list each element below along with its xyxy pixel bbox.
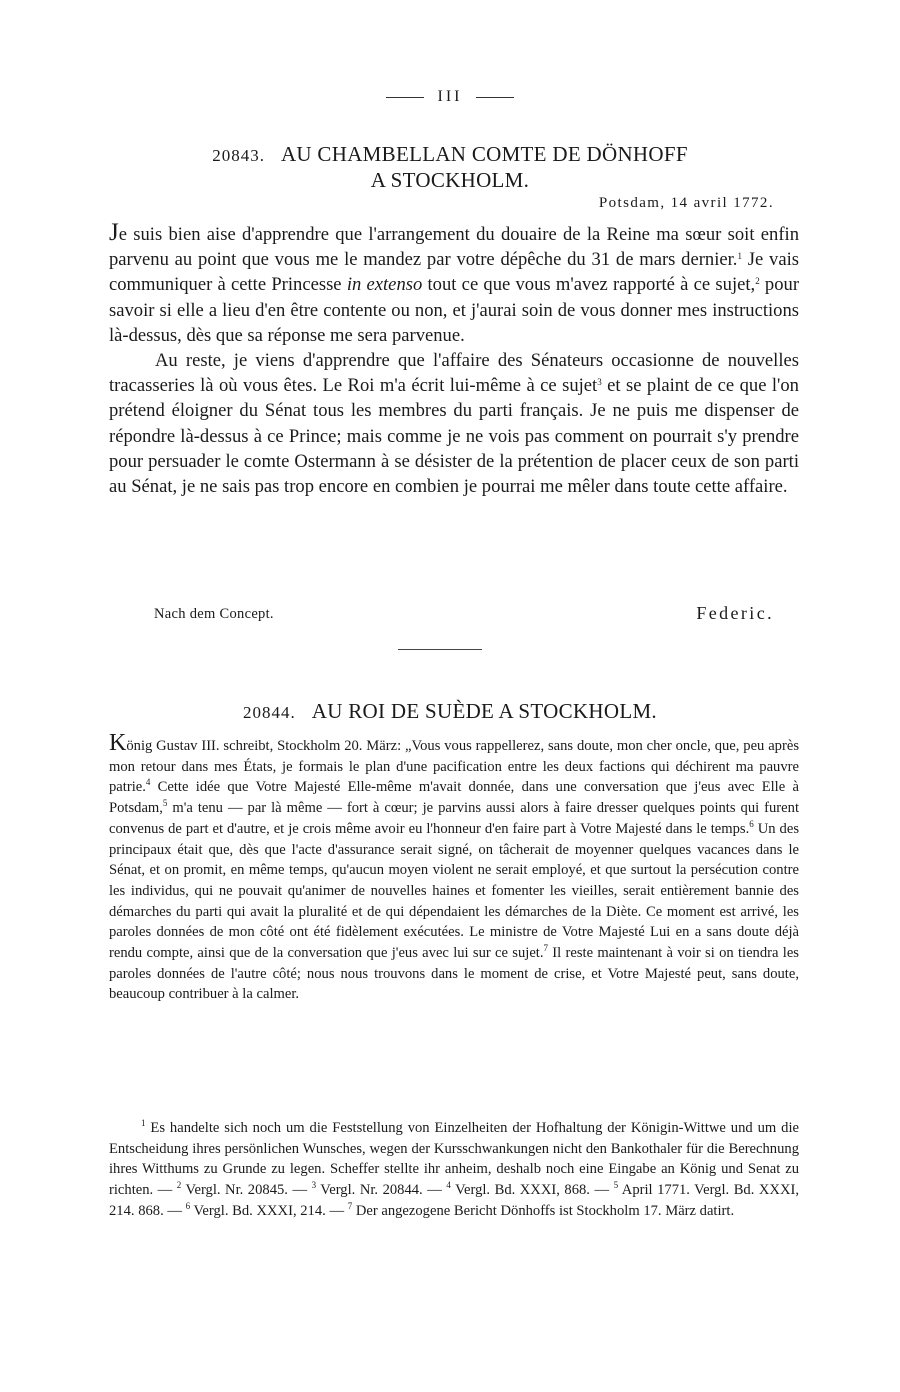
page-number-rule-right bbox=[476, 97, 514, 98]
footnote-ref-4: 4 bbox=[145, 777, 151, 788]
letter1-body bbox=[109, 220, 799, 499]
letter2-text-d: Un des principaux était que, dès que l'acte d'assurance serait signé, on tâcherait de moyenner quelques vacances dans le Sénat, et on promit, en même temps, qu'aucun moyen violent ne serait employé, et que surtout la persécution contre les individus, qui ne pouvait qu'animer de nouvelles haines et fomenter les vieilles, serait entièrement bannie des démarches du parti qui avait la pluralité et de qui dépendaient les démarches de la Diète. Ce moment est arrivé, les paroles données de mon côté ont été fidèlement exécutées. Le ministre de Votre Majesté Lui en a sans doute déjà rendu compte, ainsi que de la conversation que j'eus avec lui sur ce sujet. bbox=[109, 820, 799, 962]
letter1-heading-line1 bbox=[100, 142, 800, 168]
footnote-ref-7: 7 bbox=[543, 943, 548, 954]
letter1-source-note: Nach dem Concept. bbox=[154, 606, 274, 622]
letter1-p2-text-a: Au reste, je viens d'apprendre que l'affaire des Sénateurs occasionne de nouvelles tracasseries là où vous êtes. Le Roi m'a écrit lui-même à ce sujet bbox=[109, 350, 799, 397]
letter1-paragraph-2 bbox=[109, 348, 799, 499]
footnote-mark-3: 3 bbox=[311, 1180, 317, 1191]
letter2-text-c: m'a tenu — par là même — fort à cœur; je parvins aussi alors à faire dresser quelques points qui furent convenus de part et d'autre, et je crois même avoir eu l'honneur d'en faire part à Votre Majesté dans le temps. bbox=[109, 800, 799, 837]
letter2-initial: K bbox=[109, 730, 127, 756]
letter1-title-line1: AU CHAMBELLAN COMTE DE DÖNHOFF bbox=[280, 142, 688, 166]
footnote-mark-1: 1 bbox=[141, 1118, 146, 1128]
letter1-number: 20843. bbox=[212, 146, 265, 165]
footnote-text-3: Vergl. Nr. 20844. — bbox=[316, 1182, 447, 1199]
page-number-text: III bbox=[437, 88, 463, 105]
footnote-text-2: Vergl. Nr. 20845. — bbox=[181, 1182, 312, 1199]
footnote-mark-2: 2 bbox=[176, 1180, 182, 1191]
letter2-body bbox=[109, 730, 799, 1005]
letter2-text-b: Cette idée que Votre Majesté Elle-même m'avait donnée, dans une conversation que j'eus avec Elle à Potsdam, bbox=[109, 779, 799, 817]
footnote-ref-3: 3 bbox=[597, 377, 602, 388]
footnote-ref-2: 2 bbox=[755, 276, 760, 287]
footnote-text-4: Vergl. Bd. XXXI, 868. — bbox=[450, 1182, 614, 1199]
footnotes bbox=[109, 1118, 799, 1222]
letter1-title-line2: A STOCKHOLM. bbox=[370, 168, 530, 192]
footnote-mark-5: 5 bbox=[613, 1180, 619, 1191]
footnote-ref-6: 6 bbox=[749, 818, 754, 829]
footnote-ref-5: 5 bbox=[162, 798, 168, 809]
section-divider bbox=[398, 649, 482, 650]
letter2-text-e: Il reste maintenant à voir si on tiendra les paroles données de l'autre côté; nous nous trouvons dans le moment de crise, et Votre Majesté peut, sans doute, beaucoup contribuer à la calmer. bbox=[109, 945, 799, 1003]
footnote-text-5: April 1771. Vergl. Bd. XXXI, 214. 868. — bbox=[109, 1182, 800, 1219]
footnote-text-6: Vergl. Bd. XXXI, 214. — bbox=[190, 1202, 348, 1219]
letter2-title: AU ROI DE SUÈDE A STOCKHOLM. bbox=[311, 699, 657, 723]
letter1-initial: J bbox=[109, 219, 119, 246]
letter1-p1-text-c: tout ce que vous m'avez rapporté à ce sujet, bbox=[422, 274, 756, 296]
footnote-mark-7: 7 bbox=[347, 1200, 353, 1211]
letter1-p1-text-a: e suis bien aise d'apprendre que l'arrangement du douaire de la Reine ma sœur soit enfin parvenu au point que vous me le mandez par votre dépêche du 31 de mars dernier. bbox=[109, 224, 799, 271]
letter1-p1-text-b: Je vais communiquer à cette Princesse bbox=[109, 249, 799, 296]
letter1-dateline: Potsdam, 14 avril 1772. bbox=[598, 195, 774, 211]
letter1-p2-text-b: et se plaint de ce que l'on prétend éloigner du Sénat tous les membres du parti français. Je ne puis me dispenser de répondre là-dessus à ce Prince; mais comme je ne vois pas comment on pourrait s'y prendre pour persuader le comte Ostermann à se désister de la prétention de placer ceux de son parti au Sénat, je ne sais pas trop encore en combien je pourrai me mêler dans toute cette affaire. bbox=[109, 375, 799, 498]
footnote-ref-1: 1 bbox=[737, 251, 742, 262]
footnote-text-1: Es handelte sich noch um die Feststellung von Einzelheiten der Hofhaltung der Königin-Wittwe und um die Entscheidung ihres persönlichen Wunsches, wegen der Kursschwankungen nicht den Bankothaler für die Berechnung ihres Witthums zu Grunde zu legen. Scheffer stellte ihr anheim, deshalb noch eine Eingabe an König und Senat zu richten. — bbox=[109, 1120, 799, 1199]
footnote-mark-4: 4 bbox=[446, 1180, 451, 1191]
letter2-heading bbox=[100, 699, 800, 725]
footnote-text-7: Der angezogene Bericht Dönhoffs ist Stockholm 17. März datirt. bbox=[352, 1202, 735, 1219]
letter1-paragraph-1 bbox=[109, 220, 799, 348]
letter2-number: 20844. bbox=[243, 703, 296, 722]
page-number bbox=[0, 88, 900, 106]
footnotes-paragraph bbox=[109, 1118, 799, 1222]
letter1-p1-text-d: pour savoir si elle a lieu d'en être contente ou non, et j'aurai soin de vous donner mes instructions là-dessus, dès que sa réponse me sera parvenue. bbox=[109, 274, 800, 346]
letter2-paragraph bbox=[109, 730, 799, 1005]
page-number-rule-left bbox=[386, 97, 424, 98]
letter1-signature: Federic. bbox=[696, 603, 774, 623]
letter2-text-a: önig Gustav III. schreibt, Stockholm 20. März: „Vous vous rappellerez, sans doute, mon cher oncle, que, peu après mon retour dans mes États, je formais le plan d'une pacification entre les deux factions qui déchirent ma pauvre patrie. bbox=[109, 738, 799, 796]
letter1-p1-italic: in extenso bbox=[346, 274, 423, 296]
letter1-heading bbox=[100, 142, 800, 193]
footnote-mark-6: 6 bbox=[185, 1200, 191, 1211]
